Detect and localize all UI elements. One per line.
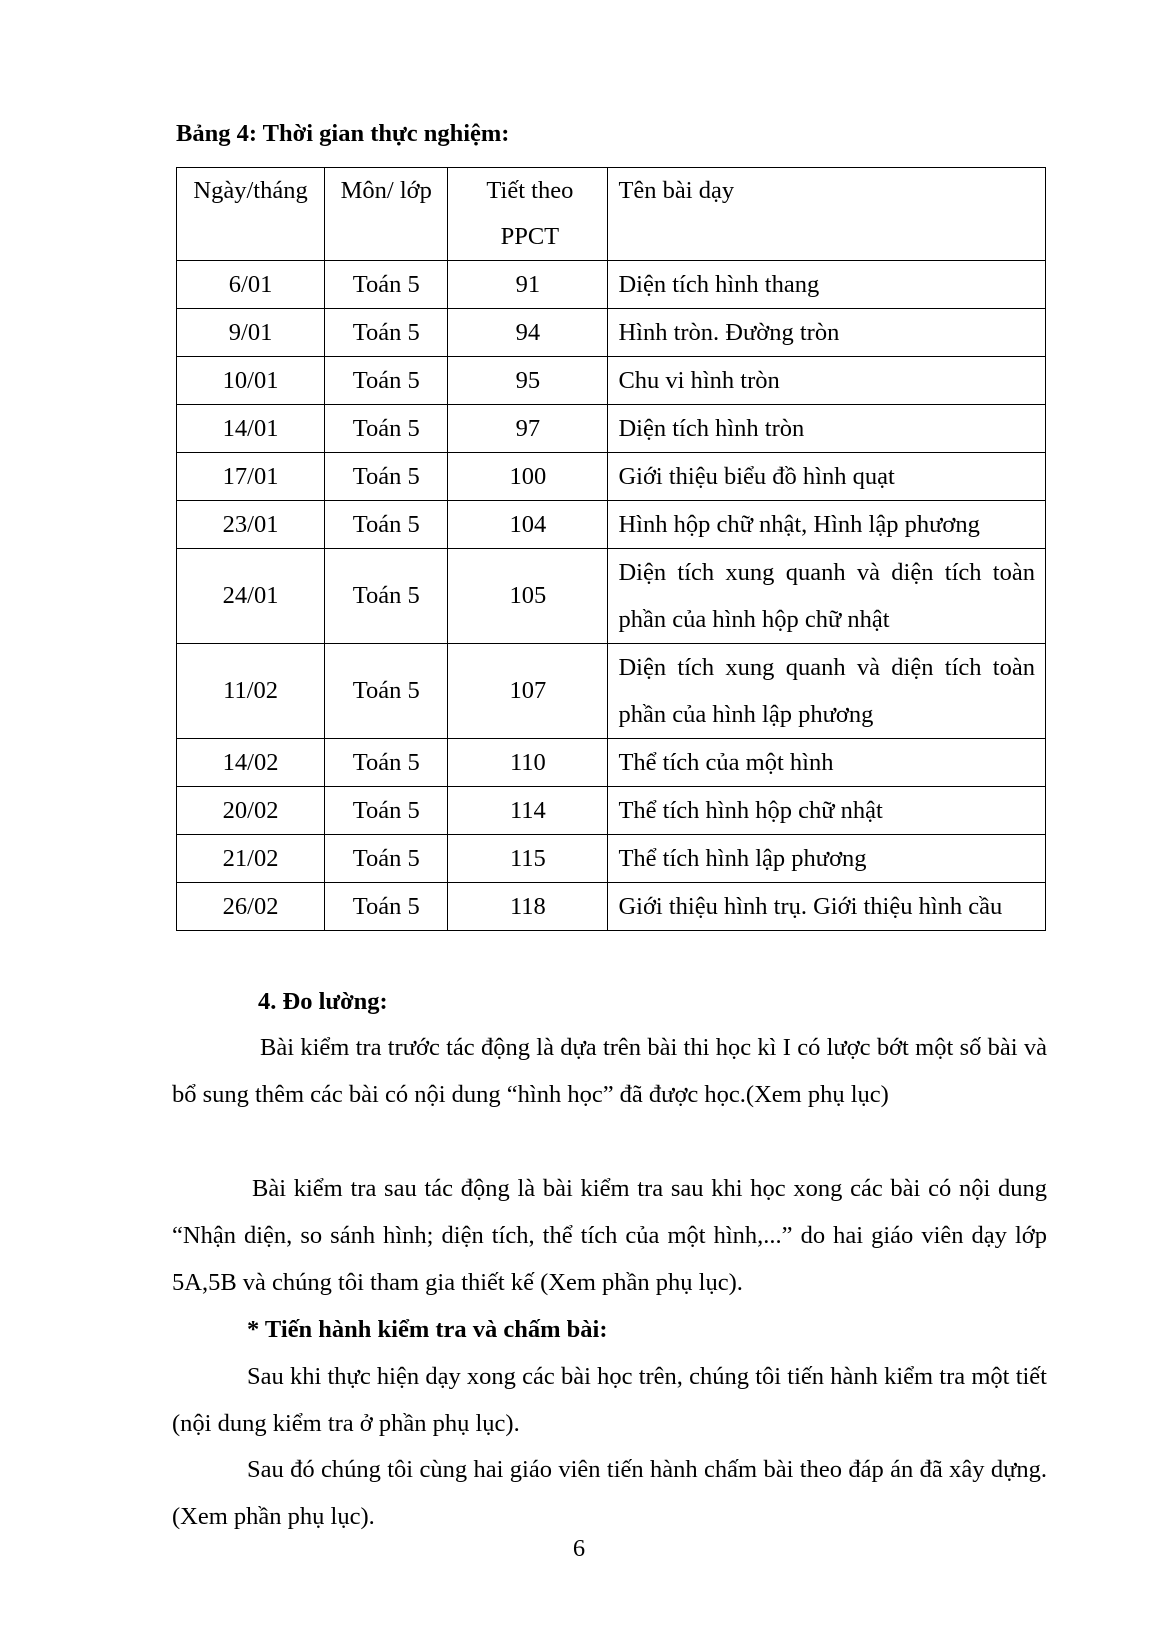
subheading-procedure: * Tiến hành kiểm tra và chấm bài: (247, 1316, 608, 1343)
table-row (177, 739, 1046, 787)
table-row (177, 787, 1046, 835)
paragraph-testing: Sau khi thực hiện dạy xong các bài học trên, chúng tôi tiến hành kiểm tra một tiết (nội dung kiểm tra ở phần phụ lục). (172, 1363, 1047, 1437)
cell-subject: Toán 5 (325, 883, 448, 931)
cell-subject: Toán 5 (325, 357, 448, 405)
cell-date: 9/01 (177, 309, 325, 357)
header-date: Ngày/tháng (177, 168, 325, 261)
cell-subject: Toán 5 (325, 835, 448, 883)
cell-period: 115 (448, 835, 608, 883)
paragraph-pretest: Bài kiểm tra trước tác động là dựa trên bài thi học kì I có lược bớt một số bài và bổ sung thêm các bài có nội dung “hình học” đã được học.(Xem phụ lục) (172, 1034, 1047, 1108)
header-period (448, 168, 608, 261)
cell-lesson: Giới thiệu biểu đồ hình quạt (608, 453, 1046, 501)
cell-lesson: Giới thiệu hình trụ. Giới thiệu hình cầu (608, 883, 1046, 931)
cell-period: 114 (448, 787, 608, 835)
table-row (177, 883, 1046, 931)
cell-period: 95 (448, 357, 608, 405)
cell-date: 17/01 (177, 453, 325, 501)
cell-period: 105 (448, 549, 608, 644)
cell-period: 100 (448, 453, 608, 501)
cell-lesson: Diện tích hình tròn (608, 405, 1046, 453)
cell-date: 10/01 (177, 357, 325, 405)
cell-lesson: Chu vi hình tròn (608, 357, 1046, 405)
cell-subject: Toán 5 (325, 309, 448, 357)
cell-lesson: Thể tích hình hộp chữ nhật (608, 787, 1046, 835)
cell-date: 14/02 (177, 739, 325, 787)
cell-period: 94 (448, 309, 608, 357)
cell-subject: Toán 5 (325, 453, 448, 501)
cell-period: 110 (448, 739, 608, 787)
section-heading: 4. Đo lường: (258, 988, 388, 1015)
table-row (177, 357, 1046, 405)
cell-subject: Toán 5 (325, 405, 448, 453)
cell-date: 11/02 (177, 644, 325, 739)
paragraph-grading: Sau đó chúng tôi cùng hai giáo viên tiến hành chấm bài theo đáp án đã xây dựng. (Xem phần phụ lục). (172, 1456, 1047, 1530)
paragraph-posttest: Bài kiểm tra sau tác động là bài kiểm tra sau khi học xong các bài có nội dung “Nhận diện, so sánh hình; diện tích, thể tích của một hình,...” do hai giáo viên dạy lớp 5A,5B và chúng tôi tham gia thiết kế (Xem phần phụ lục). (172, 1175, 1047, 1296)
table-row (177, 261, 1046, 309)
table-row (177, 453, 1046, 501)
table-header-row (177, 168, 1046, 261)
table-row (177, 549, 1046, 644)
table-row (177, 835, 1046, 883)
cell-date: 24/01 (177, 549, 325, 644)
cell-subject: Toán 5 (325, 644, 448, 739)
cell-date: 23/01 (177, 501, 325, 549)
table-row (177, 405, 1046, 453)
table-row (177, 644, 1046, 739)
header-lesson: Tên bài dạy (608, 168, 1046, 261)
cell-period: 91 (448, 261, 608, 309)
cell-lesson: Thể tích của một hình (608, 739, 1046, 787)
cell-lesson: Diện tích xung quanh và diện tích toàn phần của hình hộp chữ nhật (608, 549, 1046, 644)
cell-subject: Toán 5 (325, 787, 448, 835)
cell-subject: Toán 5 (325, 739, 448, 787)
cell-lesson: Hình hộp chữ nhật, Hình lập phương (608, 501, 1046, 549)
cell-date: 20/02 (177, 787, 325, 835)
cell-subject: Toán 5 (325, 549, 448, 644)
cell-subject: Toán 5 (325, 501, 448, 549)
cell-period: 118 (448, 883, 608, 931)
table-row (177, 501, 1046, 549)
cell-lesson: Diện tích hình thang (608, 261, 1046, 309)
table-caption: Bảng 4: Thời gian thực nghiệm: (176, 120, 510, 147)
page-number: 6 (572, 1535, 586, 1562)
cell-period: 107 (448, 644, 608, 739)
header-subject: Môn/ lớp (325, 168, 448, 261)
table-row (177, 309, 1046, 357)
cell-subject: Toán 5 (325, 261, 448, 309)
cell-date: 21/02 (177, 835, 325, 883)
cell-period: 97 (448, 405, 608, 453)
cell-date: 26/02 (177, 883, 325, 931)
experiment-schedule-table (176, 167, 1046, 931)
cell-period: 104 (448, 501, 608, 549)
cell-lesson: Diện tích xung quanh và diện tích toàn phần của hình lập phương (608, 644, 1046, 739)
header-period-line1: Tiết theo (486, 177, 574, 204)
cell-lesson: Thể tích hình lập phương (608, 835, 1046, 883)
header-period-line2: PPCT (500, 223, 560, 250)
cell-date: 14/01 (177, 405, 325, 453)
cell-date: 6/01 (177, 261, 325, 309)
cell-lesson: Hình tròn. Đường tròn (608, 309, 1046, 357)
